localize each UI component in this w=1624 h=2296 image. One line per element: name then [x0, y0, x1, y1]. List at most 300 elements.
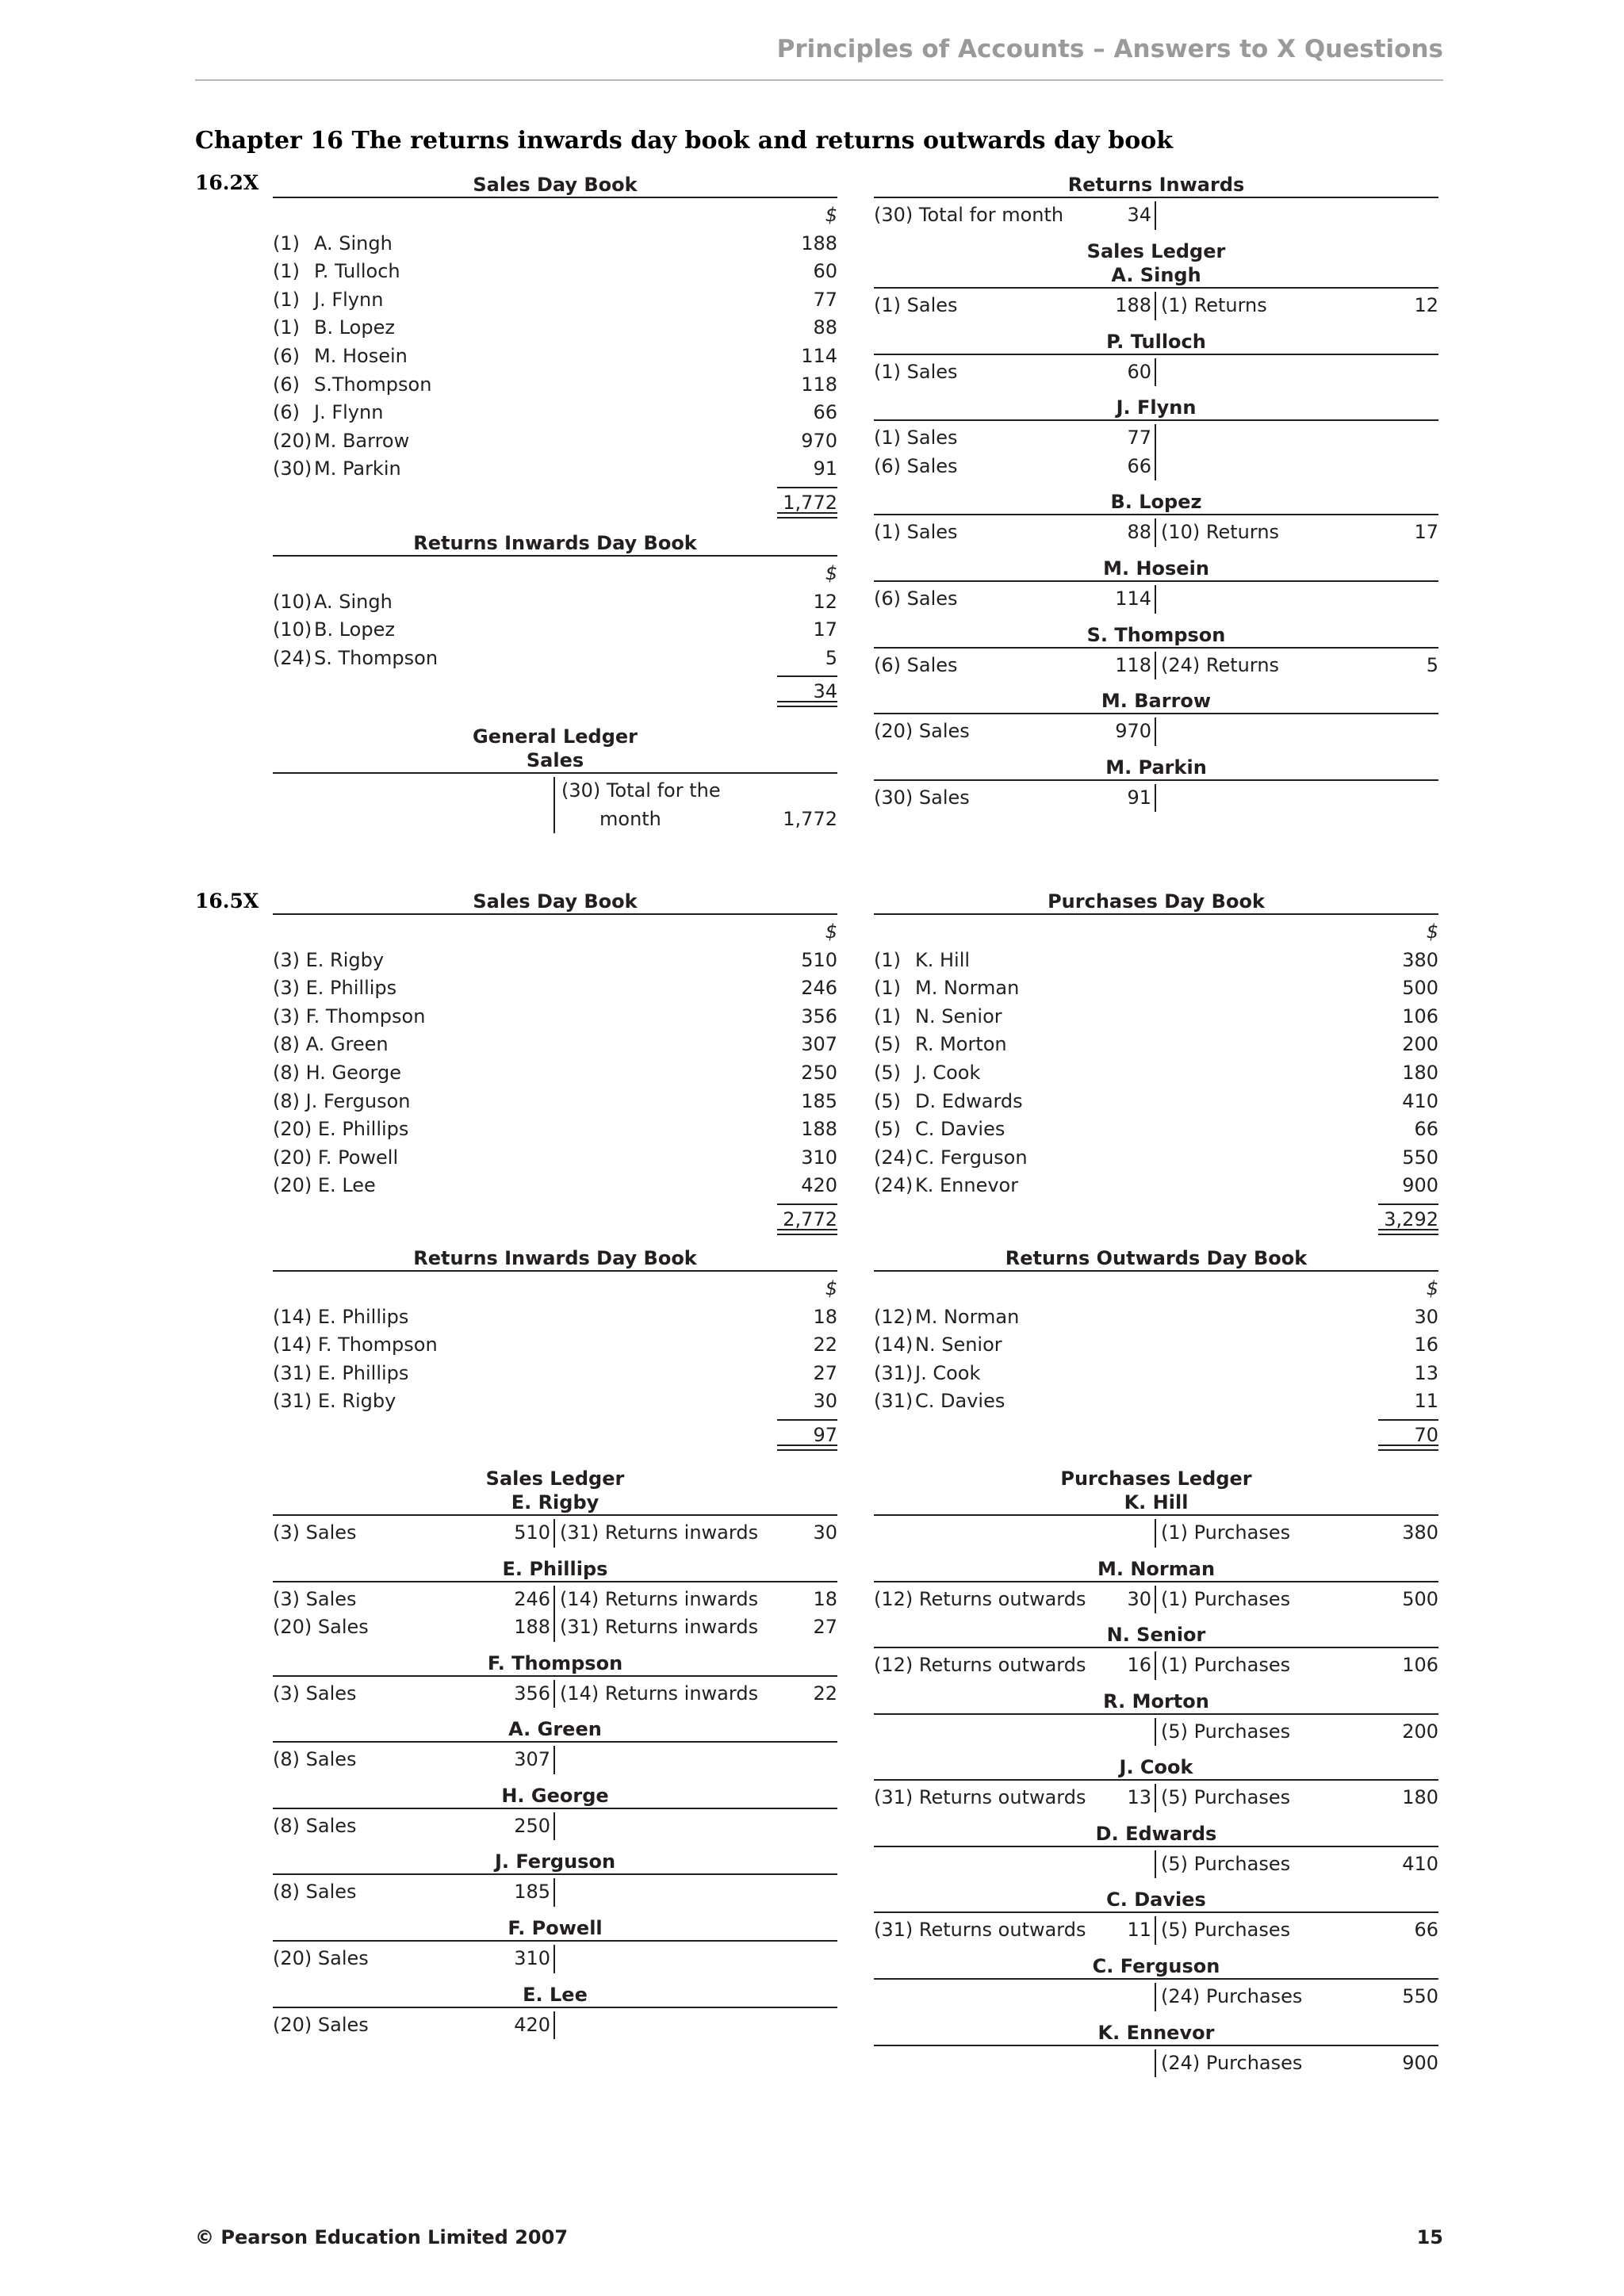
- ledger-account: [273, 1916, 837, 1973]
- account-line: [874, 1983, 1438, 2011]
- ledger-account: [874, 689, 1438, 746]
- credit-amount: 18: [813, 1587, 837, 1610]
- day-book-row: [273, 588, 837, 617]
- day-book-row: [874, 947, 1438, 975]
- ledger-account: [874, 1623, 1438, 1680]
- day-book-title: Purchases Day Book: [874, 890, 1438, 915]
- entry-name: J. Cook: [915, 1061, 981, 1084]
- ledger-account: [874, 623, 1438, 680]
- credit-amount: 22: [813, 1682, 837, 1705]
- q165-left-column: [273, 890, 837, 2049]
- ledger-account: [874, 396, 1438, 480]
- header-rule: [195, 79, 1443, 81]
- total-double-rule: [1378, 1229, 1438, 1235]
- day-book-title: Returns Inwards Day Book: [273, 1246, 837, 1272]
- t-account: [874, 1916, 1438, 1945]
- entry-amount: 550: [1402, 1146, 1438, 1169]
- sales-account-credit-desc-2: month: [599, 807, 661, 830]
- currency-row: [273, 918, 837, 947]
- debit-amount: 13: [1127, 1786, 1151, 1809]
- day-book-row: [273, 399, 837, 427]
- t-account: [273, 1812, 837, 1841]
- purchases-day-book: [874, 890, 1438, 1235]
- entry-date: (20): [273, 429, 312, 452]
- ledger-account: [273, 1490, 837, 1548]
- sales-account-credit-desc: (30) Total for the: [561, 779, 721, 802]
- total-double-rule: [777, 512, 837, 519]
- entry-name: M. Hosein: [314, 344, 408, 367]
- entry-name: (31) E. Rigby: [273, 1390, 396, 1413]
- credit-amount: 17: [1414, 521, 1438, 544]
- ledger-account: [874, 330, 1438, 387]
- entry-date: (31): [874, 1390, 914, 1413]
- entry-amount: 5: [825, 646, 837, 669]
- account-line: [874, 1850, 1438, 1879]
- t-account: [874, 1586, 1438, 1614]
- entry-amount: 180: [1402, 1061, 1438, 1084]
- entry-date: (5): [874, 1061, 901, 1084]
- entry-name: C. Davies: [915, 1390, 1005, 1413]
- ledger-account: [874, 1954, 1438, 2011]
- day-book-row: [874, 1303, 1438, 1332]
- day-book-row: [273, 1331, 837, 1360]
- currency-symbol: $: [825, 561, 837, 584]
- total-amount: 1,772: [777, 487, 837, 515]
- credit-desc: (5) Purchases: [1161, 1919, 1291, 1942]
- day-book-row: [273, 1088, 837, 1116]
- debit-desc: (30) Sales: [874, 786, 970, 809]
- entry-date: (31): [874, 1361, 914, 1384]
- entry-amount: 12: [813, 590, 837, 613]
- entry-name: A. Singh: [314, 232, 393, 254]
- debit-amount: 91: [1127, 786, 1151, 809]
- entry-name: B. Lopez: [314, 316, 395, 339]
- debit-desc: (6) Sales: [874, 454, 958, 477]
- entry-amount: 11: [1414, 1390, 1438, 1413]
- credit-desc: (14) Returns inwards: [560, 1587, 759, 1610]
- t-account: [874, 1850, 1438, 1879]
- account-line: [874, 292, 1438, 320]
- account-line: [874, 453, 1438, 481]
- day-book-row: [273, 455, 837, 484]
- credit-desc: (5) Purchases: [1161, 1720, 1291, 1743]
- day-book-row: [273, 645, 837, 673]
- credit-amount: 66: [1414, 1919, 1438, 1942]
- entry-amount: 27: [813, 1361, 837, 1384]
- ledger-account: [273, 1557, 837, 1642]
- debit-amount: 60: [1127, 360, 1151, 383]
- currency-symbol: $: [1426, 1276, 1438, 1299]
- account-line: [273, 2011, 837, 2040]
- total-row: [273, 672, 837, 707]
- day-book-row: [273, 1031, 837, 1059]
- total-double-rule: [777, 701, 837, 707]
- ledger-account: [874, 1822, 1438, 1879]
- credit-desc: (1) Returns: [1161, 294, 1267, 316]
- chapter-title: Chapter 16 The returns inwards day book and returns outwards day book: [195, 127, 1174, 155]
- debit-amount: 66: [1127, 454, 1151, 477]
- entry-date: (24): [874, 1174, 914, 1197]
- account-name: K. Ennevor: [874, 2021, 1438, 2046]
- account-name: J. Flynn: [874, 396, 1438, 421]
- q165-right-column: [874, 890, 1438, 2087]
- t-account: [273, 1586, 837, 1642]
- t-account: [874, 1718, 1438, 1747]
- day-book-row: [273, 1003, 837, 1031]
- account-name: K. Hill: [874, 1490, 1438, 1516]
- credit-amount: 410: [1402, 1852, 1438, 1875]
- debit-amount: 185: [514, 1881, 550, 1904]
- account-line: [874, 1718, 1438, 1747]
- day-book-row: [273, 427, 837, 456]
- entry-name: (8) H. George: [273, 1061, 401, 1084]
- day-book-row: [874, 1088, 1438, 1116]
- day-book-row: [273, 974, 837, 1003]
- ledger-account: [874, 1689, 1438, 1747]
- entry-amount: 310: [801, 1146, 837, 1169]
- t-account: [874, 784, 1438, 813]
- account-line: [273, 1586, 837, 1614]
- entry-name: (14) F. Thompson: [273, 1334, 438, 1357]
- general-ledger: [273, 725, 837, 833]
- currency-row: [273, 560, 837, 588]
- ledger-account: [273, 1651, 837, 1709]
- day-book-title: Sales Day Book: [273, 173, 837, 198]
- credit-desc: (5) Purchases: [1161, 1786, 1291, 1809]
- sales-ledger-title: Sales Ledger: [1086, 240, 1226, 262]
- debit-desc: (20) Sales: [273, 1947, 369, 1970]
- debit-desc: (8) Sales: [273, 1748, 357, 1771]
- account-name: F. Powell: [273, 1916, 837, 1942]
- q162-right-column: [874, 173, 1438, 821]
- entry-amount: 970: [801, 429, 837, 452]
- debit-desc: (8) Sales: [273, 1881, 357, 1904]
- account-name: D. Edwards: [874, 1822, 1438, 1847]
- day-book-row: [874, 974, 1438, 1003]
- account-line: [874, 1916, 1438, 1945]
- account-line: [874, 424, 1438, 453]
- ledger-account: [874, 1888, 1438, 1945]
- total-amount: 3,292: [1378, 1203, 1438, 1232]
- ledger-account: [874, 756, 1438, 813]
- entry-date: (1): [874, 948, 901, 971]
- account-name: M. Norman: [874, 1557, 1438, 1582]
- t-account: [874, 424, 1438, 480]
- entry-date: (24): [874, 1146, 914, 1169]
- entry-date: (30): [273, 457, 312, 480]
- entry-date: (14): [874, 1334, 914, 1357]
- credit-amount: 30: [813, 1521, 837, 1544]
- entry-name: K. Ennevor: [915, 1174, 1019, 1197]
- credit-amount: 106: [1402, 1654, 1438, 1677]
- entry-name: M. Norman: [915, 977, 1020, 1000]
- debit-desc: (8) Sales: [273, 1814, 357, 1837]
- account-line: [874, 1784, 1438, 1812]
- account-name: C. Davies: [874, 1888, 1438, 1913]
- credit-desc: (24) Purchases: [1161, 2051, 1303, 2074]
- debit-amount: 356: [514, 1682, 550, 1705]
- entry-name: (3) E. Rigby: [273, 948, 385, 971]
- debit-desc: (20) Sales: [273, 1616, 369, 1639]
- day-book-title: Returns Outwards Day Book: [874, 1246, 1438, 1272]
- account-name: N. Senior: [874, 1623, 1438, 1648]
- entry-amount: 13: [1414, 1361, 1438, 1384]
- ledger-account: [874, 557, 1438, 614]
- t-account: [874, 358, 1438, 387]
- t-account: [874, 1784, 1438, 1812]
- credit-desc: (31) Returns inwards: [560, 1521, 759, 1544]
- entry-amount: 356: [801, 1004, 837, 1027]
- currency-row: [874, 1275, 1438, 1303]
- entry-amount: 66: [1414, 1118, 1438, 1141]
- t-account: [273, 1680, 837, 1709]
- ledger-account: [273, 1717, 837, 1774]
- total-double-rule: [777, 1445, 837, 1451]
- q162-left-column: [273, 173, 837, 833]
- entry-name: B. Lopez: [314, 618, 395, 641]
- t-account: [874, 718, 1438, 746]
- day-book-row: [273, 314, 837, 342]
- debit-desc: (31) Returns outwards: [874, 1786, 1086, 1809]
- ledger-account: [874, 490, 1438, 547]
- entry-name: (31) E. Phillips: [273, 1361, 409, 1384]
- copyright-notice: © Pearson Education Limited 2007: [195, 2226, 569, 2248]
- ledger-account: [874, 1490, 1438, 1548]
- credit-amount: 500: [1402, 1587, 1438, 1610]
- entry-amount: 188: [801, 1118, 837, 1141]
- account-line: [874, 1519, 1438, 1548]
- account-line: [273, 1746, 837, 1774]
- currency-row: [273, 201, 837, 230]
- entry-name: (20) E. Lee: [273, 1174, 376, 1197]
- day-book-row: [273, 1059, 837, 1088]
- entry-amount: 188: [801, 232, 837, 254]
- day-book-row: [273, 1115, 837, 1144]
- page-number: 15: [1416, 2226, 1443, 2248]
- day-book-row: [874, 1172, 1438, 1200]
- entry-amount: 250: [801, 1061, 837, 1084]
- account-line: [874, 718, 1438, 746]
- sales-day-book: [273, 173, 837, 519]
- sales-account: [273, 777, 837, 833]
- debit-desc: (1) Sales: [874, 360, 958, 383]
- debit-amount: 114: [1115, 587, 1151, 610]
- credit-amount: 5: [1426, 653, 1438, 676]
- account-line: [273, 1613, 837, 1642]
- currency-row: [874, 918, 1438, 947]
- entry-amount: 66: [813, 401, 837, 424]
- day-book-row: [874, 1331, 1438, 1360]
- total-row: [273, 484, 837, 519]
- credit-desc: (1) Purchases: [1161, 1521, 1291, 1544]
- t-account: [273, 1945, 837, 1973]
- entry-amount: 30: [813, 1390, 837, 1413]
- credit-desc: (5) Purchases: [1161, 1852, 1291, 1875]
- debit-amount: 310: [514, 1947, 550, 1970]
- entry-date: (5): [874, 1033, 901, 1056]
- returns-inwards-account-title: Returns Inwards: [874, 173, 1438, 198]
- account-line: [874, 1651, 1438, 1680]
- account-name: H. George: [273, 1784, 837, 1809]
- entry-date: (6): [273, 373, 300, 396]
- entry-date: (12): [874, 1305, 914, 1328]
- day-book-row: [874, 1144, 1438, 1173]
- day-book-row: [874, 1031, 1438, 1059]
- day-book-title: Sales Day Book: [273, 890, 837, 915]
- t-account: [874, 652, 1438, 680]
- currency-symbol: $: [1426, 920, 1438, 943]
- currency-row: [273, 1275, 837, 1303]
- account-name: B. Lopez: [874, 490, 1438, 515]
- debit-amount: 250: [514, 1814, 550, 1837]
- total-amount: 2,772: [777, 1203, 837, 1232]
- entry-date: (1): [273, 288, 300, 311]
- entry-name: S. Thompson: [314, 646, 439, 669]
- entry-amount: 17: [813, 618, 837, 641]
- day-book-row: [273, 1387, 837, 1416]
- day-book-row: [874, 1387, 1438, 1416]
- entry-name: (20) F. Powell: [273, 1146, 399, 1169]
- entry-date: (1): [273, 316, 300, 339]
- purchases-ledger-title: Purchases Ledger: [1060, 1467, 1252, 1490]
- currency-symbol: $: [825, 1276, 837, 1299]
- debit-amount: 420: [514, 2013, 550, 2036]
- credit-amount: 27: [813, 1616, 837, 1639]
- entry-amount: 510: [801, 948, 837, 971]
- entry-amount: 246: [801, 977, 837, 1000]
- debit-desc: (6) Sales: [874, 653, 958, 676]
- entry-name: (14) E. Phillips: [273, 1305, 409, 1328]
- debit-amount: 188: [514, 1616, 550, 1639]
- running-header: Principles of Accounts – Answers to X Questions: [776, 35, 1443, 63]
- entry-date: (24): [273, 646, 312, 669]
- account-name: E. Rigby: [273, 1490, 837, 1516]
- account-line: [874, 358, 1438, 387]
- day-book-row: [273, 342, 837, 371]
- account-line: [273, 1945, 837, 1973]
- entry-date: (1): [874, 1004, 901, 1027]
- credit-desc: (24) Returns: [1161, 653, 1280, 676]
- credit-desc: (10) Returns: [1161, 521, 1280, 544]
- entry-amount: 114: [801, 344, 837, 367]
- entry-date: (6): [273, 344, 300, 367]
- day-book-row: [874, 1059, 1438, 1088]
- account-line: [874, 784, 1438, 813]
- account-line: [273, 1878, 837, 1907]
- ledger-account: [273, 1784, 837, 1841]
- entry-name: S.Thompson: [314, 373, 432, 396]
- sales-day-book: [273, 890, 837, 1235]
- entry-date: (6): [273, 401, 300, 424]
- entry-name: C. Ferguson: [915, 1146, 1028, 1169]
- account-name: C. Ferguson: [874, 1954, 1438, 1980]
- entry-date: (5): [874, 1118, 901, 1141]
- total-double-rule: [1378, 1445, 1438, 1451]
- entry-name: J. Flynn: [314, 401, 384, 424]
- entry-name: K. Hill: [915, 948, 971, 971]
- day-book-row: [273, 1360, 837, 1388]
- account-line: [273, 1519, 837, 1548]
- entry-amount: 200: [1402, 1033, 1438, 1056]
- total-row: [874, 1416, 1438, 1451]
- entry-amount: 410: [1402, 1089, 1438, 1112]
- ledger-account: [874, 1557, 1438, 1614]
- returns-inwards-day-book: [273, 531, 837, 707]
- account-line: [874, 652, 1438, 680]
- day-book-row: [273, 371, 837, 400]
- credit-desc: (31) Returns inwards: [560, 1616, 759, 1639]
- entry-name: D. Edwards: [915, 1089, 1023, 1112]
- entry-date: (1): [273, 232, 300, 254]
- account-line: [874, 1586, 1438, 1614]
- account-name: M. Hosein: [874, 557, 1438, 582]
- account-name: E. Phillips: [273, 1557, 837, 1582]
- entry-amount: 18: [813, 1305, 837, 1328]
- total-row: [874, 1200, 1438, 1235]
- entry-name: C. Davies: [915, 1118, 1005, 1141]
- currency-symbol: $: [825, 204, 837, 226]
- t-account: [874, 1519, 1438, 1548]
- credit-desc: (24) Purchases: [1161, 1985, 1303, 2008]
- debit-amount: 510: [514, 1521, 550, 1544]
- t-account: [874, 2049, 1438, 2078]
- total-amount: 70: [1378, 1419, 1438, 1448]
- returns-inwards-day-book: [273, 1246, 837, 1451]
- day-book-row: [874, 1003, 1438, 1031]
- account-name: E. Lee: [273, 1983, 837, 2008]
- ledger-account: [874, 1755, 1438, 1812]
- entry-amount: 500: [1402, 977, 1438, 1000]
- debit-amount: 118: [1115, 653, 1151, 676]
- ledger-account: [273, 1850, 837, 1907]
- t-account: [874, 1651, 1438, 1680]
- returns-inwards-account: [874, 173, 1438, 230]
- debit-amount: 970: [1115, 720, 1151, 743]
- entry-date: (1): [273, 260, 300, 283]
- entry-date: (1): [874, 977, 901, 1000]
- entry-name: M. Barrow: [314, 429, 410, 452]
- sales-account-title: Sales: [273, 748, 837, 774]
- credit-amount: 12: [1414, 294, 1438, 316]
- debit-amount: 246: [514, 1587, 550, 1610]
- purchases-ledger: [874, 1490, 1438, 2077]
- entry-name: P. Tulloch: [314, 260, 400, 283]
- entry-amount: 77: [813, 288, 837, 311]
- question-label-16-5x: 16.5X: [195, 890, 259, 913]
- entry-name: M. Parkin: [314, 457, 401, 480]
- sales-ledger: [273, 1490, 837, 2039]
- entry-amount: 91: [813, 457, 837, 480]
- total-row: [273, 1416, 837, 1451]
- account-name: A. Singh: [874, 263, 1438, 289]
- total-double-rule: [777, 1229, 837, 1235]
- day-book-row: [273, 258, 837, 286]
- debit-amount: 188: [1115, 294, 1151, 316]
- question-label-16-2x: 16.2X: [195, 171, 259, 194]
- account-name: P. Tulloch: [874, 330, 1438, 355]
- day-book-row: [273, 1144, 837, 1173]
- entry-name: (3) F. Thompson: [273, 1004, 426, 1027]
- entry-amount: 380: [1402, 948, 1438, 971]
- credit-amount: 200: [1402, 1720, 1438, 1743]
- t-account: [874, 292, 1438, 320]
- account-line: [874, 2049, 1438, 2078]
- entry-amount: 185: [801, 1089, 837, 1112]
- entry-date: (10): [273, 590, 312, 613]
- day-book-row: [273, 230, 837, 258]
- returns-outwards-day-book: [874, 1246, 1438, 1451]
- total-amount: 34: [777, 675, 837, 704]
